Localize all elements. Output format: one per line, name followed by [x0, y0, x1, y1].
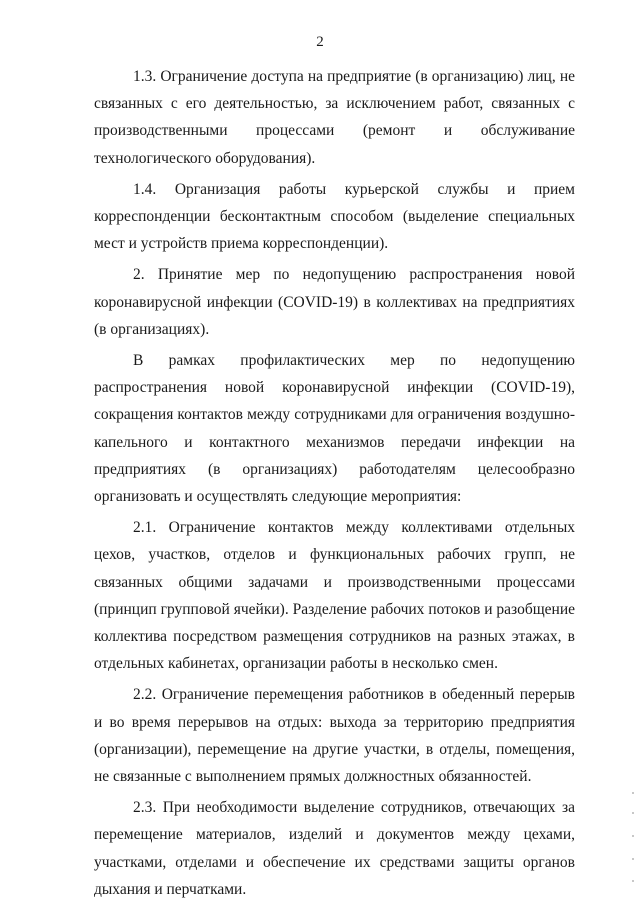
document-body — [94, 63, 575, 907]
paragraph-2: 2. Принятие мер по недопущению распространения новой коронавирусной инфекции (COVID-19) в коллективах на предприятиях (в организациях). — [94, 266, 575, 338]
paragraph-intro-measures: В рамках профилактических мер по недопущению распространения новой коронавирусной инфекции (COVID-19), сокращения контактов между сотрудниками для ограничения воздушно-капельного и контактного механизмов передачи инфекции на предприятиях (в организациях) работодателям целесообразно организовать и осуществлять следующие мероприятия: — [94, 352, 575, 506]
page-number: 2 — [316, 34, 324, 50]
scan-dot — [632, 812, 634, 814]
scan-dot — [632, 835, 634, 837]
paragraph-2-3: 2.3. При необходимости выделение сотрудников, отвечающих за перемещение материалов, изделий и документов между цехами, участками, отделами и обеспечение их средствами защиты органов дыхания и перчатками. — [94, 799, 575, 898]
paragraph-2-2: 2.2. Ограничение перемещения работников в обеденный перерыв и во время перерывов на отдых: выхода за территорию предприятия (организации), перемещение на другие участки, в отделы, помещения, не связанные с выполнением прямых должностных обязанностей. — [94, 686, 575, 786]
scan-dot — [632, 880, 634, 882]
scan-dot — [632, 858, 634, 860]
paragraph-1-4: 1.4. Организация работы курьерской службы и прием корреспонденции бесконтактным способом (выделение специальных мест и устройств приема корреспонденции). — [94, 180, 575, 253]
paragraph-2-1: 2.1. Ограничение контактов между коллективами отдельных цехов, участков, отделов и функциональных рабочих групп, не связанных общими задачами и производственными процессами (принцип групповой ячейки). Разделение рабочих потоков и разобщение коллектива посредством размещения сотрудников на разных этажах, в отдельных кабинетах, организации работы в несколько смен. — [94, 519, 575, 673]
paragraph-1-3: 1.3. Ограничение доступа на предприятие (в организацию) лиц, не связанных с его деятельностью, за исключением работ, связанных с производственными процессами (ремонт и обслуживание технологического оборудования). — [94, 68, 575, 167]
scan-dot — [632, 792, 634, 794]
